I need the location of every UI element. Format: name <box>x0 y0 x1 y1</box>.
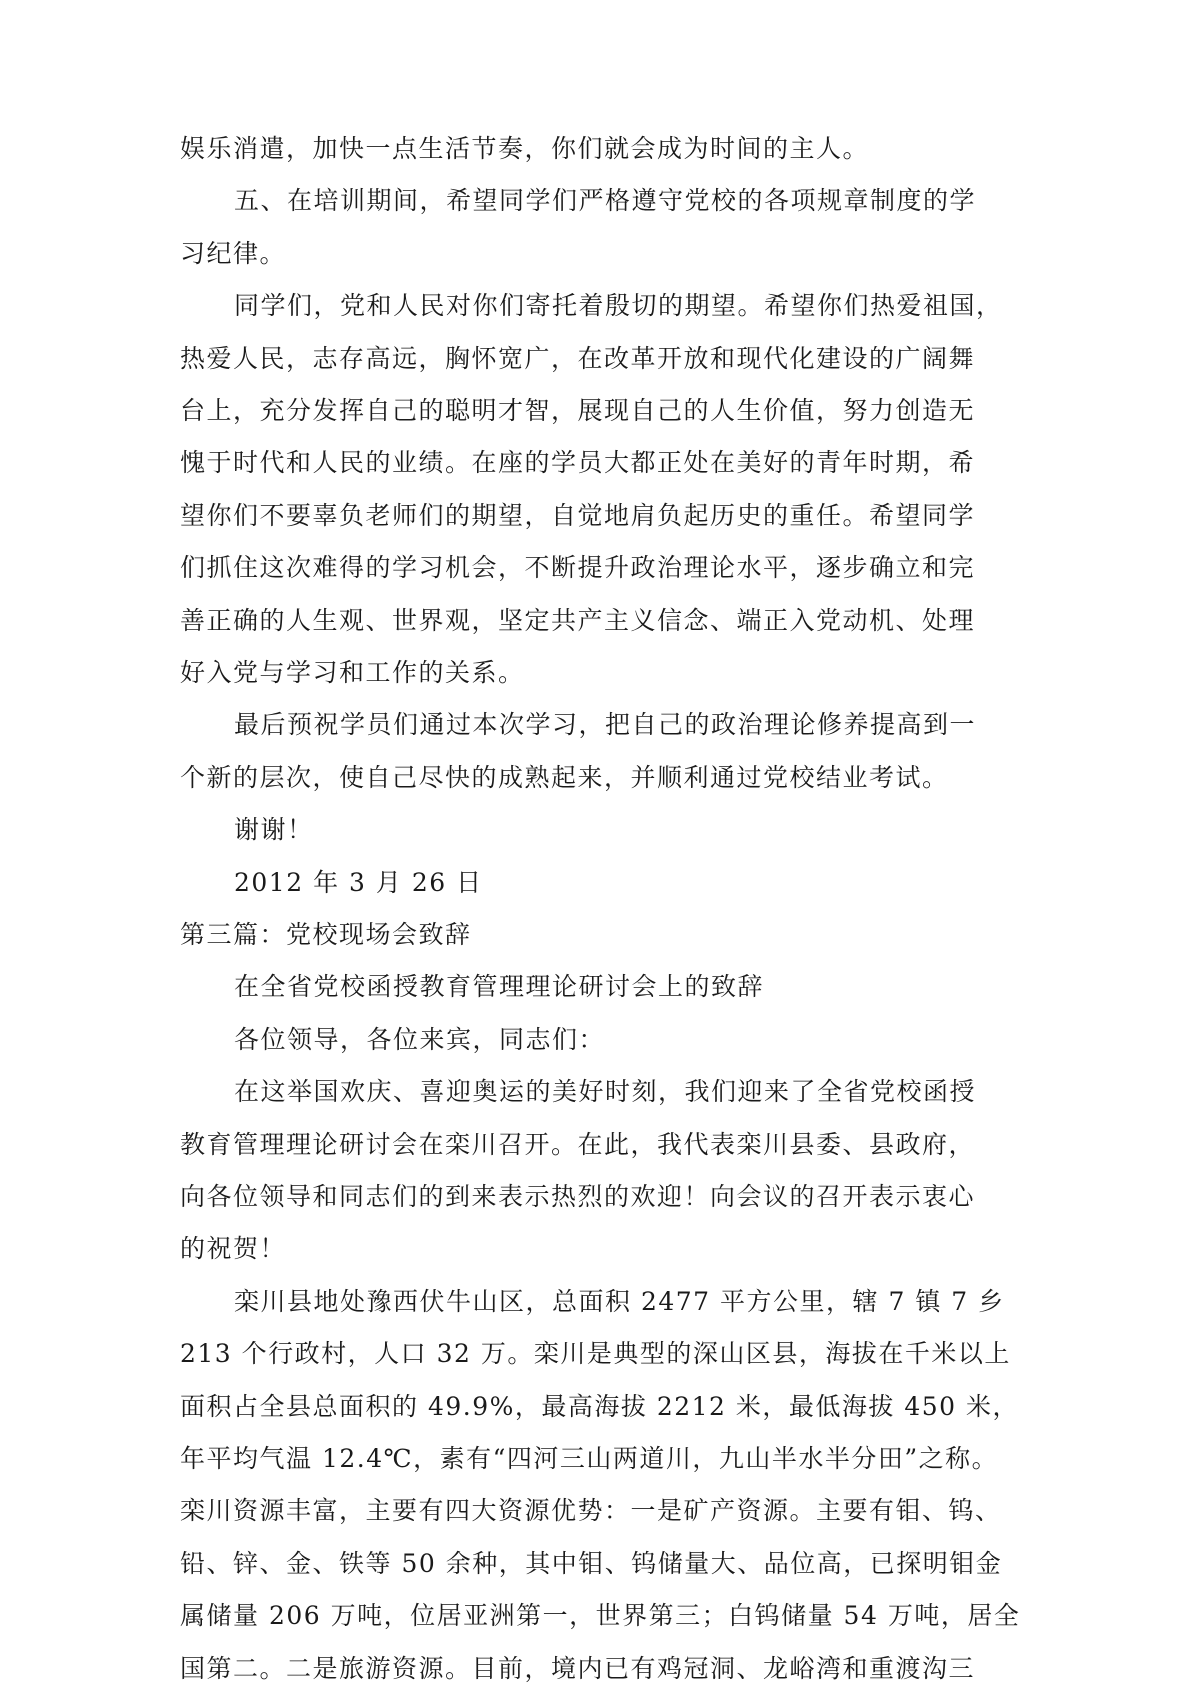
text-line: 教育管理理论研讨会在栾川召开。在此，我代表栾川县委、县政府， <box>180 1129 976 1159</box>
text-line: 望你们不要辜负老师们的期望，自觉地肩负起历史的重任。希望同学 <box>180 500 976 530</box>
text-line: 2012 年 3 月 26 日 <box>234 867 483 897</box>
text-line: 台上，充分发挥自己的聪明才智，展现自己的人生价值，努力创造无 <box>180 396 976 425</box>
section-heading: 第三篇：党校现场会致辞 <box>180 920 472 949</box>
text-line: 同学们，党和人民对你们寄托着殷切的期望。希望你们热爱祖国， <box>234 291 1003 321</box>
text-line: 个新的层次，使自己尽快的成熟起来，并顺利通过党校结业考试。 <box>180 762 949 792</box>
text-line: 栾川资源丰富，主要有四大资源优势：一是矿产资源。主要有钼、钨、 <box>180 1496 1002 1526</box>
text-line: 面积占全县总面积的 49.9%，最高海拔 2212 米，最低海拔 450 米， <box>180 1391 1019 1421</box>
text-line: 热爱人民，志存高远，胸怀宽广，在改革开放和现代化建设的广阔舞 <box>180 343 976 373</box>
text-line: 最后预祝学员们通过本次学习，把自己的政治理论修养提高到一 <box>234 710 977 740</box>
text-line: 好入党与学习和工作的关系。 <box>180 658 525 687</box>
text-line: 娱乐消遣，加快一点生活节奏，你们就会成为时间的主人。 <box>180 134 870 163</box>
text-line: 铅、锌、金、铁等 50 余种，其中钼、钨储量大、品位高，已探明钼金 <box>180 1548 1003 1578</box>
text-line: 属储量 206 万吨，位居亚洲第一，世界第三；白钨储量 54 万吨，居全 <box>180 1601 1021 1631</box>
text-line: 谢谢！ <box>234 815 314 845</box>
text-line: 在全省党校函授教育管理理论研讨会上的致辞 <box>234 972 765 1002</box>
text-line: 各位领导，各位来宾，同志们： <box>234 1024 606 1054</box>
text-line: 向各位领导和同志们的到来表示热烈的欢迎！向会议的召开表示衷心 <box>180 1182 976 1211</box>
text-line: 善正确的人生观、世界观，坚定共产主义信念、端正入党动机、处理 <box>180 605 976 635</box>
text-line: 在这举国欢庆、喜迎奥运的美好时刻，我们迎来了全省党校函授 <box>234 1077 977 1107</box>
text-line: 们抓住这次难得的学习机会，不断提升政治理论水平，逐步确立和完 <box>180 553 976 583</box>
text-line: 愧于时代和人民的业绩。在座的学员大都正处在美好的青年时期，希 <box>180 448 976 478</box>
text-line: 五、在培训期间，希望同学们严格遵守党校的各项规章制度的学 <box>234 186 977 216</box>
text-line: 国第二。二是旅游资源。目前，境内已有鸡冠洞、龙峪湾和重渡沟三 <box>180 1653 976 1683</box>
text-line: 栾川县地处豫西伏牛山区，总面积 2477 平方公里，辖 7 镇 7 乡 <box>234 1286 1005 1316</box>
text-line: 年平均气温 12.4℃，素有“四河三山两道川，九山半水半分田”之称。 <box>180 1444 999 1473</box>
text-line: 213 个行政村，人口 32 万。栾川是典型的深山区县，海拔在千米以上 <box>180 1339 1011 1369</box>
text-line: 的祝贺！ <box>180 1234 287 1264</box>
text-line: 习纪律。 <box>180 238 287 268</box>
